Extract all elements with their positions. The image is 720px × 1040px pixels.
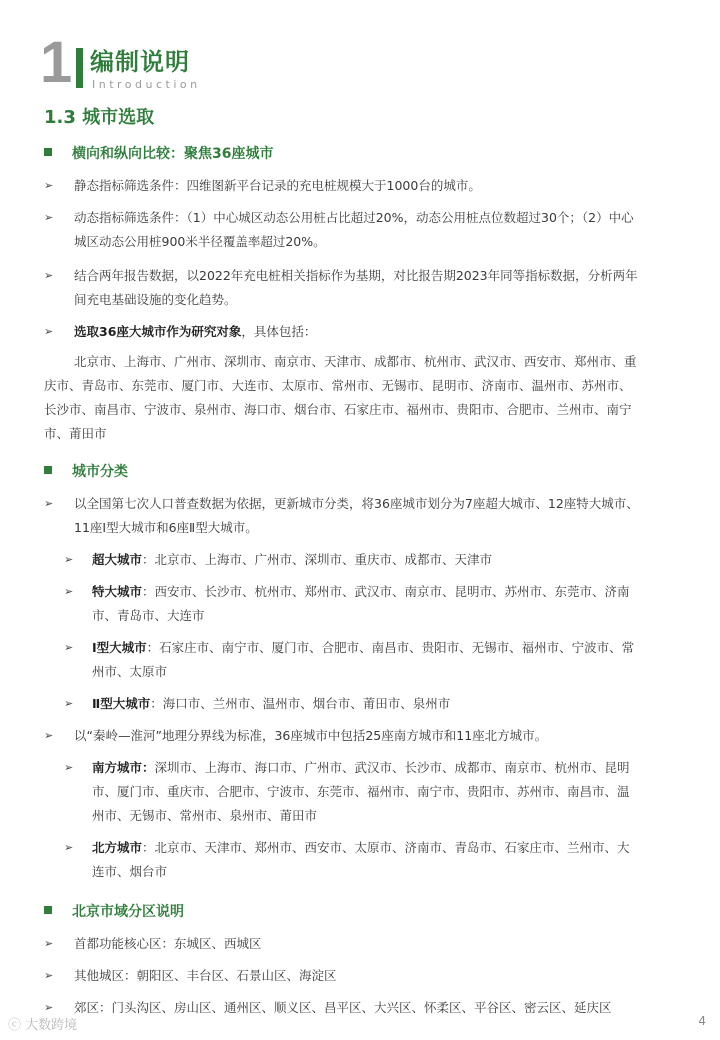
arrow-bullet-icon: ➢ [44, 937, 54, 950]
arrow-bullet-icon: ➢ [44, 1001, 54, 1014]
chapter-number: 1 [40, 30, 73, 95]
arrow-bullet-icon: ➢ [44, 179, 54, 192]
city-list-line: 庆市、青岛市、东莞市、厦门市、大连市、太原市、常州市、无锡市、昆明市、济南市、温州市、苏州市、 [44, 378, 632, 393]
arrow-bullet-icon: ➢ [64, 841, 74, 854]
chapter-header [40, 30, 440, 95]
arrow-bullet-icon: ➢ [44, 325, 54, 338]
watermark: ⓒ 大数跨境 [8, 1018, 78, 1033]
arrow-bullet-icon: ➢ [64, 585, 74, 598]
page-number: 4 [698, 1014, 706, 1028]
arrow-bullet-icon: ➢ [44, 969, 54, 982]
chapter-subtitle: Introduction [92, 78, 201, 91]
block-heading-2: 城市分类 [44, 462, 128, 482]
arrow-bullet-icon: ➢ [64, 761, 74, 774]
square-bullet-icon [44, 466, 52, 474]
arrow-bullet-icon: ➢ [64, 697, 74, 710]
square-bullet-icon [44, 148, 52, 156]
section-title: 1.3 城市选取 [44, 107, 155, 128]
arrow-bullet-icon: ➢ [44, 729, 54, 742]
square-bullet-icon [44, 906, 52, 914]
city-list-line: 长沙市、南昌市、宁波市、泉州市、海口市、烟台市、石家庄市、福州市、贵阳市、合肥市、兰州市、南宁 [44, 402, 632, 417]
wechat-icon: ⓒ [8, 1018, 22, 1033]
block-heading-3: 北京市域分区说明 [44, 902, 184, 922]
block-heading-1: 横向和纵向比较：聚焦36座城市 [44, 144, 273, 164]
accent-bar [76, 48, 83, 88]
arrow-bullet-icon: ➢ [44, 269, 54, 282]
city-list-line: 市、莆田市 [44, 426, 107, 441]
city-list-paragraph: 北京市、上海市、广州市、深圳市、南京市、天津市、成都市、杭州市、武汉市、西安市、郑州市、重 [74, 354, 637, 369]
arrow-bullet-icon: ➢ [44, 497, 54, 510]
arrow-bullet-icon: ➢ [44, 211, 54, 224]
chapter-title: 编制说明 [90, 48, 190, 76]
arrow-bullet-icon: ➢ [64, 641, 74, 654]
arrow-bullet-icon: ➢ [64, 553, 74, 566]
